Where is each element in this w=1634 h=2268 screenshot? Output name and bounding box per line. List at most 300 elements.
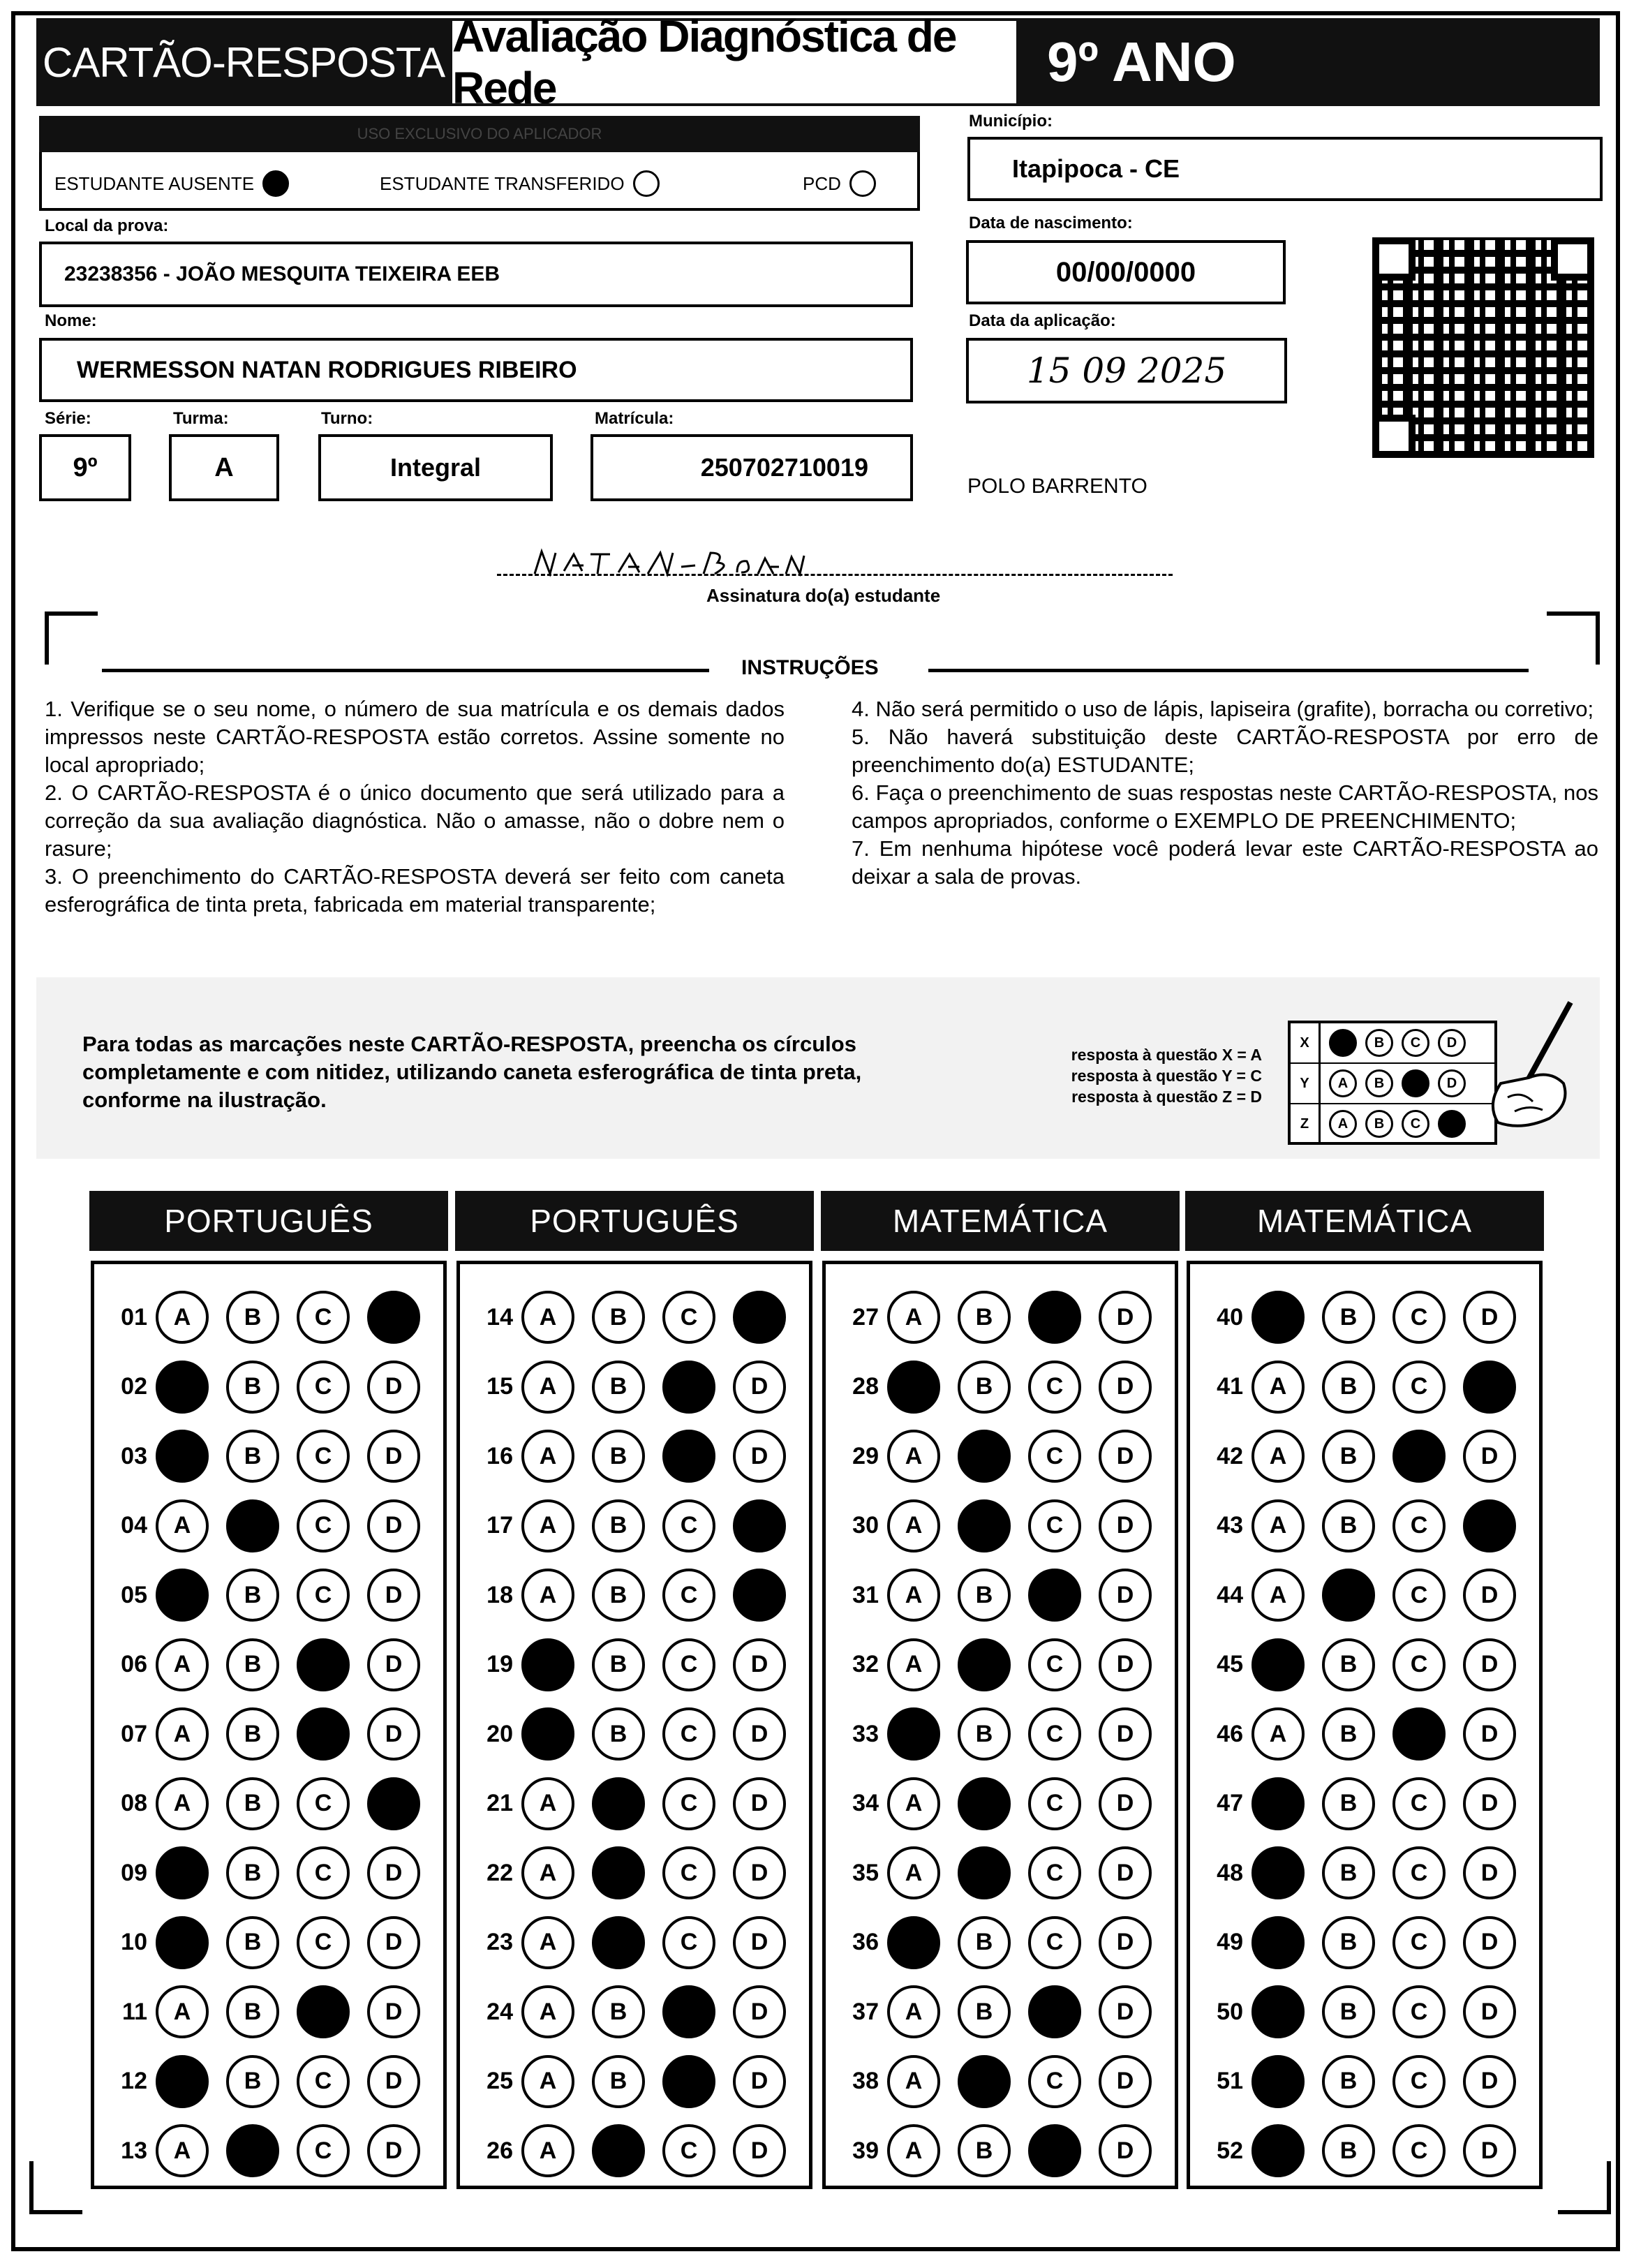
municipio-field: Itapipoca - CE [967, 137, 1603, 201]
answer-bubble-d[interactable]: D [1463, 1291, 1516, 1344]
answer-bubble-b[interactable]: B [958, 1916, 1011, 1969]
answer-bubble-d[interactable]: D [1099, 1569, 1152, 1622]
answer-bubble-a[interactable]: A [521, 2124, 574, 2177]
question-row [94, 1978, 420, 2045]
answer-bubble-b[interactable]: B [592, 1985, 645, 2038]
answer-bubble-b[interactable]: B [592, 1638, 645, 1691]
question-row [1190, 2048, 1516, 2115]
answer-bubble-a[interactable]: A [887, 1430, 940, 1483]
answer-bubble-a[interactable] [156, 1916, 209, 1969]
answer-bubble-a[interactable]: A [887, 1777, 940, 1830]
question-number: 38 [852, 2068, 879, 2094]
instructions-rule-right [928, 669, 1529, 672]
answer-bubble-b[interactable]: B [958, 2124, 1011, 2177]
answer-bubble-a[interactable] [887, 1916, 940, 1969]
question-row [826, 1770, 1152, 1837]
answer-bubble-c[interactable]: C [662, 1707, 715, 1761]
question-row [826, 1354, 1152, 1421]
answer-bubble-d[interactable]: D [733, 1638, 786, 1691]
answer-bubble-a[interactable] [1252, 1777, 1305, 1830]
answer-bubble-b[interactable]: B [1322, 1985, 1375, 2038]
answer-bubble-a[interactable]: A [1252, 1569, 1305, 1622]
answer-bubble-c[interactable]: C [1028, 1916, 1081, 1969]
answer-bubble-b[interactable] [958, 1846, 1011, 1899]
answer-bubble-c[interactable]: C [1028, 1846, 1081, 1899]
answer-bubble-b[interactable] [592, 2124, 645, 2177]
answer-bubble-c[interactable] [1392, 1430, 1446, 1483]
answer-bubble-c[interactable]: C [662, 1291, 715, 1344]
pcd-option[interactable] [803, 170, 876, 197]
section-answer-box [456, 1261, 812, 2189]
answer-bubble-c[interactable]: C [1392, 1499, 1446, 1552]
answer-bubble-d[interactable] [1463, 1361, 1516, 1414]
answer-bubble-c[interactable]: C [297, 1499, 350, 1552]
answer-bubble-d[interactable]: D [1099, 1777, 1152, 1830]
answer-bubble-c[interactable] [662, 2055, 715, 2108]
answer-bubble-a[interactable]: A [887, 2055, 940, 2108]
local-label: Local da prova: [45, 216, 169, 235]
answer-bubble-a[interactable]: A [521, 1499, 574, 1552]
answer-bubble-b[interactable]: B [226, 1569, 279, 1622]
answer-bubble-b[interactable] [592, 1777, 645, 1830]
question-number: 02 [121, 1373, 147, 1400]
absent-option[interactable] [54, 170, 289, 197]
answer-bubble-c[interactable] [1028, 1985, 1081, 2038]
answer-bubble-d[interactable] [1463, 1499, 1516, 1552]
answer-bubble-c[interactable]: C [297, 1361, 350, 1414]
answer-bubble-c[interactable]: C [662, 1569, 715, 1622]
answer-bubble-b[interactable]: B [958, 1361, 1011, 1414]
answer-bubble-d[interactable]: D [1099, 1846, 1152, 1899]
answer-bubble-a[interactable]: A [521, 1846, 574, 1899]
answer-bubble-c[interactable] [1028, 2124, 1081, 2177]
answer-bubble-d[interactable]: D [733, 1707, 786, 1761]
instruction-item: 1. Verifique se o seu nome, o número de sua matrícula e os demais dados impressos neste CARTÃO-RESPOSTA estão corretos. Assine somente no local apropriado; [45, 697, 785, 777]
answer-bubble-a[interactable] [156, 1569, 209, 1622]
answer-bubble-b[interactable]: B [1322, 1361, 1375, 1414]
answer-bubble-a[interactable]: A [156, 1638, 209, 1691]
turno-field: Integral [318, 434, 553, 501]
answer-bubble-b[interactable]: B [226, 1291, 279, 1344]
answer-bubble-b[interactable]: B [958, 1707, 1011, 1761]
answer-bubble-d[interactable]: D [733, 2055, 786, 2108]
answer-bubble-b[interactable] [958, 1638, 1011, 1691]
answer-bubble-c[interactable]: C [662, 1777, 715, 1830]
answer-bubble-a[interactable]: A [156, 1291, 209, 1344]
answer-bubble-a[interactable]: A [887, 1499, 940, 1552]
answer-bubble-b[interactable] [958, 1430, 1011, 1483]
answer-bubble-a[interactable] [521, 1638, 574, 1691]
transferred-option[interactable] [380, 170, 660, 197]
answer-bubble-c[interactable] [297, 1985, 350, 2038]
answer-bubble-b[interactable]: B [958, 1569, 1011, 1622]
question-number: 43 [1217, 1512, 1243, 1539]
question-row [94, 1492, 420, 1559]
answer-bubble-d[interactable]: D [1099, 1985, 1152, 2038]
question-row [826, 1978, 1152, 2045]
answer-bubble-d[interactable]: D [1099, 1638, 1152, 1691]
question-number: 06 [121, 1651, 147, 1677]
answer-bubble-d[interactable]: D [1463, 1430, 1516, 1483]
answer-bubble-c[interactable]: C [1392, 1638, 1446, 1691]
answer-bubble-c[interactable]: C [1028, 1499, 1081, 1552]
example-row-key: X [1291, 1023, 1321, 1062]
answer-bubble-d[interactable]: D [1463, 1569, 1516, 1622]
question-row [826, 1284, 1152, 1351]
answer-bubble-c[interactable]: C [297, 1916, 350, 1969]
answer-bubble-a[interactable]: A [887, 1638, 940, 1691]
answer-bubble-a[interactable] [1252, 2124, 1305, 2177]
answer-bubble-a[interactable] [156, 1361, 209, 1414]
answer-bubble-d[interactable]: D [367, 1361, 420, 1414]
answer-bubble-b[interactable]: B [958, 1291, 1011, 1344]
question-row [826, 1423, 1152, 1490]
question-row [94, 1909, 420, 1976]
header-mid-title: Avaliação Diagnóstica de Rede [452, 21, 1016, 103]
question-row [460, 2048, 786, 2115]
answer-bubble-b[interactable]: B [226, 1638, 279, 1691]
answer-bubble-c[interactable]: C [1392, 1361, 1446, 1414]
question-number: 10 [121, 1929, 147, 1955]
answer-bubble-a[interactable] [156, 2055, 209, 2108]
answer-bubble-b[interactable] [1322, 1569, 1375, 1622]
answer-bubble-d[interactable]: D [1463, 1985, 1516, 2038]
example-row [1291, 1064, 1494, 1104]
turma-label: Turma: [173, 409, 229, 428]
answer-bubble-d[interactable]: D [367, 2055, 420, 2108]
question-row [460, 1423, 786, 1490]
answer-bubble-d[interactable]: D [1463, 1638, 1516, 1691]
answer-bubble-b[interactable] [226, 1499, 279, 1552]
answer-bubble-b[interactable]: B [958, 1985, 1011, 2038]
answer-bubble-d[interactable]: D [1463, 1916, 1516, 1969]
question-number: 09 [121, 1859, 147, 1886]
answer-bubble-b[interactable]: B [592, 1707, 645, 1761]
answer-bubble-b[interactable]: B [226, 1777, 279, 1830]
question-number: 17 [487, 1512, 513, 1539]
answer-bubble-d[interactable]: D [367, 2124, 420, 2177]
answer-bubble-d[interactable]: D [733, 1846, 786, 1899]
nome-field: WERMESSON NATAN RODRIGUES RIBEIRO [39, 338, 913, 402]
question-number: 04 [121, 1512, 147, 1539]
answer-bubble-b[interactable]: B [1322, 1430, 1375, 1483]
answer-bubble-c[interactable] [662, 1430, 715, 1483]
answer-bubble-b[interactable]: B [226, 1707, 279, 1761]
answer-bubble-c[interactable] [1028, 1569, 1081, 1622]
question-number: 05 [121, 1581, 147, 1608]
question-number: 20 [487, 1720, 513, 1747]
answer-bubble-b[interactable]: B [226, 2055, 279, 2108]
question-number: 33 [852, 1720, 879, 1747]
answer-bubble-c[interactable] [1392, 1707, 1446, 1761]
answer-bubble-c[interactable] [662, 1361, 715, 1414]
answer-bubble-a[interactable]: A [521, 1985, 574, 2038]
answer-bubble-b[interactable] [592, 1916, 645, 1969]
answer-bubble-d[interactable]: D [367, 1638, 420, 1691]
answer-bubble-d[interactable]: D [367, 1985, 420, 2038]
question-number: 26 [487, 2137, 513, 2164]
answer-bubble-b[interactable]: B [226, 1430, 279, 1483]
answer-bubble-a[interactable]: A [521, 1361, 574, 1414]
answer-bubble-a[interactable]: A [887, 1846, 940, 1899]
question-number: 25 [487, 2068, 513, 2094]
answer-bubble-d[interactable]: D [733, 1361, 786, 1414]
question-row [94, 1354, 420, 1421]
answer-bubble-d[interactable]: D [367, 1916, 420, 1969]
answer-bubble-a[interactable]: A [156, 2124, 209, 2177]
example-bubble: C [1402, 1110, 1429, 1138]
answer-bubble-c[interactable] [662, 1985, 715, 2038]
question-number: 36 [852, 1929, 879, 1955]
instruction-item: 2. O CARTÃO-RESPOSTA é o único documento que será utilizado para a correção da sua avaliação diagnóstica. Não o amasse, não o dobre nem o rasure; [45, 780, 785, 861]
answer-bubble-b[interactable]: B [1322, 1846, 1375, 1899]
answer-bubble-a[interactable]: A [1252, 1499, 1305, 1552]
answer-bubble-c[interactable]: C [297, 1430, 350, 1483]
answer-bubble-d[interactable]: D [1099, 2055, 1152, 2108]
answer-bubble-d[interactable]: D [367, 1569, 420, 1622]
question-number: 23 [487, 1929, 513, 1955]
question-row [1190, 1909, 1516, 1976]
answer-bubble-d[interactable]: D [1463, 2055, 1516, 2108]
answer-bubble-b[interactable] [226, 2124, 279, 2177]
example-bubble: A [1329, 1110, 1357, 1138]
answer-bubble-b[interactable]: B [1322, 1707, 1375, 1761]
signature-scribble [528, 546, 807, 578]
question-number: 44 [1217, 1581, 1243, 1608]
pcd-checkbox[interactable] [849, 170, 876, 197]
question-number: 41 [1217, 1373, 1243, 1400]
answer-bubble-d[interactable] [733, 1569, 786, 1622]
answer-bubble-b[interactable]: B [1322, 1777, 1375, 1830]
answer-bubble-a[interactable]: A [521, 1569, 574, 1622]
qr-code [1372, 237, 1594, 458]
answer-bubble-b[interactable]: B [592, 1361, 645, 1414]
question-number: 19 [487, 1651, 513, 1677]
local-field: 23238356 - JOÃO MESQUITA TEIXEIRA EEB [39, 242, 913, 307]
answer-bubble-a[interactable] [156, 1430, 209, 1483]
section-answer-box [1187, 1261, 1543, 2189]
section-answer-box [91, 1261, 447, 2189]
answer-bubble-a[interactable]: A [1252, 1430, 1305, 1483]
answer-bubble-a[interactable] [521, 1707, 574, 1761]
instruction-item: 4. Não será permitido o uso de lápis, lapiseira (grafite), borracha ou corretivo; [852, 697, 1594, 721]
answer-bubble-d[interactable] [733, 1291, 786, 1344]
answer-bubble-c[interactable]: C [297, 1846, 350, 1899]
answer-bubble-c[interactable]: C [297, 2124, 350, 2177]
example-bubble: D [1438, 1069, 1466, 1097]
question-number: 15 [487, 1373, 513, 1400]
answer-bubble-c[interactable]: C [662, 1846, 715, 1899]
answer-bubble-a[interactable]: A [521, 2055, 574, 2108]
question-row [826, 1631, 1152, 1698]
answer-bubble-d[interactable]: D [367, 1846, 420, 1899]
answer-bubble-c[interactable]: C [1392, 2055, 1446, 2108]
signature-label: Assinatura do(a) estudante [706, 585, 941, 606]
answer-bubble-c[interactable]: C [1028, 1638, 1081, 1691]
hand-with-pen-icon [1473, 1000, 1577, 1132]
answer-bubble-d[interactable]: D [1099, 1291, 1152, 1344]
answer-bubble-b[interactable]: B [1322, 1638, 1375, 1691]
transferred-checkbox[interactable] [633, 170, 660, 197]
answer-bubble-c[interactable]: C [297, 2055, 350, 2108]
answer-bubble-c[interactable]: C [662, 1499, 715, 1552]
answer-bubble-c[interactable]: C [662, 1638, 715, 1691]
answer-bubble-b[interactable]: B [226, 1985, 279, 2038]
answer-bubble-b[interactable] [592, 1846, 645, 1899]
answer-bubble-a[interactable]: A [887, 1985, 940, 2038]
question-row [94, 1562, 420, 1629]
question-number: 40 [1217, 1303, 1243, 1331]
answer-bubble-d[interactable]: D [1463, 1846, 1516, 1899]
answer-bubble-d[interactable]: D [733, 2124, 786, 2177]
answer-bubble-d[interactable]: D [367, 1430, 420, 1483]
answer-bubble-c[interactable]: C [1392, 2124, 1446, 2177]
answer-bubble-c[interactable] [297, 1638, 350, 1691]
answer-bubble-d[interactable]: D [1463, 1777, 1516, 1830]
answer-bubble-b[interactable]: B [1322, 2055, 1375, 2108]
answer-bubble-d[interactable]: D [1099, 1916, 1152, 1969]
answer-bubble-a[interactable] [1252, 1846, 1305, 1899]
answer-bubble-a[interactable]: A [521, 1291, 574, 1344]
answer-bubble-c[interactable] [297, 1707, 350, 1761]
answer-bubble-c[interactable]: C [1392, 1846, 1446, 1899]
instruction-item: 6. Faça o preenchimento de suas respostas neste CARTÃO-RESPOSTA, nos campos apropriados, conforme o EXEMPLO DE PREENCHIMENTO; [852, 780, 1598, 833]
question-row [460, 1909, 786, 1976]
example-legend-item: resposta à questão X = A [1071, 1046, 1262, 1064]
aplicacao-label: Data da aplicação: [969, 311, 1116, 330]
answer-bubble-b[interactable]: B [592, 1499, 645, 1552]
answer-bubble-a[interactable] [1252, 1916, 1305, 1969]
answer-bubble-a[interactable]: A [521, 1777, 574, 1830]
question-number: 52 [1217, 2137, 1243, 2164]
answer-bubble-d[interactable]: D [367, 1499, 420, 1552]
section-answer-box [822, 1261, 1178, 2189]
answer-bubble-c[interactable]: C [1028, 1777, 1081, 1830]
answer-bubble-a[interactable]: A [521, 1916, 574, 1969]
answer-bubble-d[interactable]: D [1099, 1430, 1152, 1483]
answer-bubble-d[interactable]: D [1099, 1361, 1152, 1414]
answer-bubble-b[interactable]: B [1322, 1499, 1375, 1552]
answer-bubble-d[interactable]: D [733, 1430, 786, 1483]
answer-bubble-a[interactable]: A [1252, 1707, 1305, 1761]
answer-bubble-c[interactable] [1028, 1291, 1081, 1344]
answer-bubble-a[interactable] [1252, 1985, 1305, 2038]
answer-bubble-c[interactable]: C [1392, 1291, 1446, 1344]
answer-bubble-c[interactable]: C [1392, 1777, 1446, 1830]
answer-bubble-b[interactable]: B [592, 1430, 645, 1483]
answer-bubble-a[interactable]: A [156, 1707, 209, 1761]
answer-bubble-d[interactable] [367, 1291, 420, 1344]
answer-bubble-d[interactable]: D [367, 1707, 420, 1761]
answer-bubble-d[interactable]: D [733, 1985, 786, 2038]
answer-bubble-d[interactable] [733, 1499, 786, 1552]
answer-bubble-b[interactable]: B [1322, 1916, 1375, 1969]
answer-bubble-d[interactable]: D [1463, 2124, 1516, 2177]
question-number: 35 [852, 1859, 879, 1886]
answer-bubble-a[interactable]: A [521, 1430, 574, 1483]
answer-bubble-a[interactable]: A [156, 1985, 209, 2038]
question-row [826, 1839, 1152, 1906]
answer-bubble-b[interactable] [958, 1499, 1011, 1552]
answer-bubble-a[interactable] [1252, 2055, 1305, 2108]
question-number: 16 [487, 1442, 513, 1469]
answer-bubble-d[interactable]: D [733, 1777, 786, 1830]
question-number: 39 [852, 2137, 879, 2164]
example-bubble: A [1329, 1069, 1357, 1097]
answer-bubble-c[interactable]: C [1392, 1916, 1446, 1969]
answer-bubble-a[interactable]: A [887, 1291, 940, 1344]
question-row [460, 1770, 786, 1837]
question-row [460, 1631, 786, 1698]
question-row [94, 1700, 420, 1767]
aplicacao-field[interactable]: 15 09 2025 [966, 338, 1287, 403]
question-number: 03 [121, 1442, 147, 1469]
answer-bubble-d[interactable] [367, 1777, 420, 1830]
section-header: MATEMÁTICA [821, 1191, 1180, 1251]
example-legend-item: resposta à questão Z = D [1071, 1088, 1262, 1106]
answer-bubble-d[interactable]: D [733, 1916, 786, 1969]
answer-bubble-b[interactable]: B [226, 1846, 279, 1899]
answer-bubble-b[interactable]: B [592, 1291, 645, 1344]
answer-bubble-c[interactable]: C [1028, 2055, 1081, 2108]
answer-bubble-b[interactable]: B [1322, 1291, 1375, 1344]
answer-bubble-a[interactable]: A [1252, 1361, 1305, 1414]
answer-bubble-c[interactable]: C [297, 1569, 350, 1622]
answer-bubble-b[interactable]: B [226, 1916, 279, 1969]
turma-field: A [169, 434, 279, 501]
answer-bubble-a[interactable]: A [156, 1499, 209, 1552]
absent-checkbox[interactable] [262, 170, 289, 197]
answer-bubble-b[interactable]: B [1322, 2124, 1375, 2177]
answer-bubble-c[interactable]: C [662, 2124, 715, 2177]
answer-bubble-a[interactable]: A [887, 2124, 940, 2177]
question-number: 31 [852, 1581, 879, 1608]
question-row [826, 1562, 1152, 1629]
answer-bubble-d[interactable]: D [1463, 1707, 1516, 1761]
answer-bubble-c[interactable]: C [1392, 1569, 1446, 1622]
answer-bubble-c[interactable]: C [1028, 1430, 1081, 1483]
answer-bubble-a[interactable] [887, 1361, 940, 1414]
answer-bubble-a[interactable]: A [156, 1777, 209, 1830]
answer-bubble-c[interactable]: C [297, 1777, 350, 1830]
answer-bubble-b[interactable] [958, 2055, 1011, 2108]
answer-bubble-a[interactable] [1252, 1638, 1305, 1691]
example-bubble: C [1402, 1029, 1429, 1057]
answer-bubble-a[interactable] [156, 1846, 209, 1899]
question-row [94, 2117, 420, 2184]
answer-bubble-a[interactable] [1252, 1291, 1305, 1344]
answer-bubble-a[interactable] [887, 1707, 940, 1761]
question-number: 42 [1217, 1442, 1243, 1469]
answer-bubble-a[interactable]: A [887, 1569, 940, 1622]
answer-bubble-b[interactable]: B [592, 2055, 645, 2108]
question-row [94, 1631, 420, 1698]
answer-bubble-c[interactable]: C [297, 1291, 350, 1344]
answer-bubble-c[interactable]: C [1392, 1985, 1446, 2038]
answer-bubble-c[interactable]: C [662, 1916, 715, 1969]
answer-bubble-b[interactable]: B [592, 1569, 645, 1622]
answer-bubble-d[interactable]: D [1099, 1499, 1152, 1552]
answer-bubble-d[interactable]: D [1099, 2124, 1152, 2177]
question-number: 45 [1217, 1651, 1243, 1677]
corner-mark-bottom-left [29, 2161, 82, 2214]
answer-bubble-b[interactable] [958, 1777, 1011, 1830]
answer-bubble-c[interactable]: C [1028, 1707, 1081, 1761]
answer-bubble-d[interactable]: D [1099, 1707, 1152, 1761]
answer-bubble-c[interactable]: C [1028, 1361, 1081, 1414]
answer-bubble-b[interactable]: B [226, 1361, 279, 1414]
example-legend [963, 1044, 1262, 1107]
